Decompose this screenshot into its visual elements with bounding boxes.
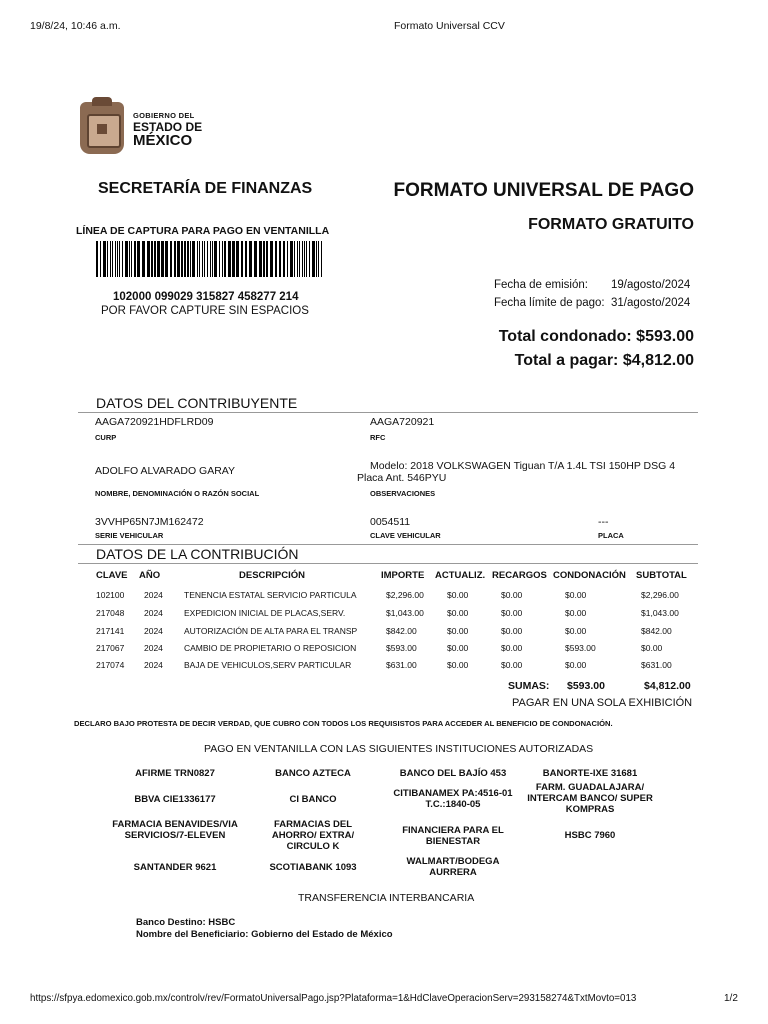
cell-subtotal: $2,296.00 <box>641 590 679 600</box>
cell-descripcion: CAMBIO DE PROPIETARIO O REPOSICION <box>184 643 357 653</box>
institution-item: BANCO DEL BAJÍO 453 <box>399 768 507 779</box>
secretaria-title: SECRETARÍA DE FINANZAS <box>98 180 313 197</box>
column-header: CLAVE <box>96 570 128 581</box>
total-condonado: Total condonado: $593.00 <box>498 328 694 345</box>
cell-clave: 102100 <box>96 590 125 600</box>
clave-vehicular-value: 0054511 <box>370 516 411 528</box>
barcode <box>96 241 322 277</box>
declaracion: DECLARO BAJO PROTESTA DE DECIR VERDAD, QUE CUBRO CON TODOS LOS REQUISISTOS PARA ACCEDER AL BENEFICIO DE CONDONACIÓN. <box>74 719 613 728</box>
institution-item: BANORTE-IXE 31681 <box>542 768 638 779</box>
cell-descripcion: TENENCIA ESTATAL SERVICIO PARTICULA <box>184 590 357 600</box>
cell-descripcion: BAJA DE VEHICULOS,SERV PARTICULAR <box>184 660 352 670</box>
cell-condonacion: $0.00 <box>565 608 587 618</box>
linea-captura-title: LÍNEA DE CAPTURA PARA PAGO EN VENTANILLA <box>76 225 330 237</box>
cell-anio: 2024 <box>144 626 163 636</box>
cell-subtotal: $1,043.00 <box>641 608 679 618</box>
column-header: DESCRIPCIÓN <box>239 570 305 581</box>
observaciones-line-2: Placa Ant. 546PYU <box>357 472 447 484</box>
serie-label: SERIE VEHICULAR <box>95 531 164 540</box>
cell-importe: $2,296.00 <box>386 590 424 600</box>
institution-item: BBVA CIE1336177 <box>134 794 216 805</box>
cell-condonacion: $0.00 <box>565 590 587 600</box>
curp-label: CURP <box>95 433 117 442</box>
cell-clave: 217074 <box>96 660 125 670</box>
fecha-emision-label: Fecha de emisión: <box>494 279 588 291</box>
logo-line-2: ESTADO DE <box>133 120 203 134</box>
column-header: ACTUALIZ. <box>435 570 486 581</box>
section-divider <box>78 412 698 413</box>
cell-recargos: $0.00 <box>501 590 523 600</box>
contribucion-section-title: DATOS DE LA CONTRIBUCIÓN <box>96 546 299 562</box>
linea-captura-hint: POR FAVOR CAPTURE SIN ESPACIOS <box>101 305 309 317</box>
cell-condonacion: $0.00 <box>565 660 587 670</box>
cell-importe: $593.00 <box>386 643 417 653</box>
institution-item: FARMACIAS DEL AHORRO/ EXTRA/ CIRCULO K <box>271 819 355 852</box>
cell-anio: 2024 <box>144 590 163 600</box>
cell-anio: 2024 <box>144 643 163 653</box>
cell-recargos: $0.00 <box>501 626 523 636</box>
cell-clave: 217067 <box>96 643 125 653</box>
sumas-condonacion: $593.00 <box>567 680 605 692</box>
exhibicion-note: PAGAR EN UNA SOLA EXHIBICIÓN <box>512 697 693 709</box>
section-divider <box>78 563 698 564</box>
beneficiario: Nombre del Beneficiario: Gobierno del Estado de México <box>136 929 393 940</box>
coat-of-arms-icon <box>80 102 124 154</box>
curp-value: AAGA720921HDFLRD09 <box>95 416 214 428</box>
transferencia-title: TRANSFERENCIA INTERBANCARIA <box>298 892 475 904</box>
instituciones-title: PAGO EN VENTANILLA CON LAS SIGUIENTES INSTITUCIONES AUTORIZADAS <box>204 743 594 755</box>
print-url: https://sfpya.edomexico.gob.mx/controlv/rev/FormatoUniversalPago.jsp?Plataforma=1&HdClaveOperacionServ=293158274&TxtMovto=013 <box>30 993 637 1004</box>
cell-importe: $1,043.00 <box>386 608 424 618</box>
institution-item: FARMACIA BENAVIDES/VIA SERVICIOS/7-ELEVEN <box>112 819 238 841</box>
cell-importe: $842.00 <box>386 626 417 636</box>
logo-line-3: MÉXICO <box>133 132 193 149</box>
institution-item: WALMART/BODEGA AURRERA <box>406 856 500 878</box>
fecha-limite-label: Fecha límite de pago: <box>494 297 605 309</box>
nombre-value: ADOLFO ALVARADO GARAY <box>95 465 236 477</box>
contribuyente-section-title: DATOS DEL CONTRIBUYENTE <box>96 395 298 411</box>
cell-actualiz: $0.00 <box>447 660 469 670</box>
column-header: SUBTOTAL <box>636 570 687 581</box>
clave-vehicular-label: CLAVE VEHICULAR <box>370 531 441 540</box>
cell-descripcion: EXPEDICION INICIAL DE PLACAS,SERV. <box>184 608 346 618</box>
cell-recargos: $0.00 <box>501 660 523 670</box>
print-page-number: 1/2 <box>724 993 738 1004</box>
column-header: AÑO <box>139 570 161 581</box>
observaciones-label: OBSERVACIONES <box>370 489 436 498</box>
cell-subtotal: $631.00 <box>641 660 672 670</box>
serie-value: 3VVHP65N7JM162472 <box>95 516 204 528</box>
rfc-value: AAGA720921 <box>370 416 435 428</box>
institution-item: HSBC 7960 <box>564 830 616 841</box>
column-header: CONDONACIÓN <box>553 570 626 581</box>
placa-value: --- <box>598 516 609 528</box>
logo-line-1: GOBIERNO DEL <box>133 111 195 120</box>
sumas-subtotal: $4,812.00 <box>644 680 691 692</box>
institution-item: FARM. GUADALAJARA/ INTERCAM BANCO/ SUPER KOMPRAS <box>527 782 653 815</box>
column-header: RECARGOS <box>492 570 547 581</box>
cell-actualiz: $0.00 <box>447 626 469 636</box>
institution-item: AFIRME TRN0827 <box>135 768 215 779</box>
cell-anio: 2024 <box>144 660 163 670</box>
cell-anio: 2024 <box>144 608 163 618</box>
observaciones-line-1: Modelo: 2018 VOLKSWAGEN Tiguan T/A 1.4L TSI 150HP DSG 4 <box>370 460 676 472</box>
fecha-emision: 19/agosto/2024 <box>611 279 691 291</box>
nombre-label: NOMBRE, DENOMINACIÓN O RAZÓN SOCIAL <box>95 489 260 498</box>
linea-captura-number: 102000 099029 315827 458277 214 <box>113 291 299 303</box>
placa-label: PLACA <box>598 531 624 540</box>
cell-recargos: $0.00 <box>501 608 523 618</box>
cell-actualiz: $0.00 <box>447 590 469 600</box>
cell-recargos: $0.00 <box>501 643 523 653</box>
cell-condonacion: $0.00 <box>565 626 587 636</box>
fecha-limite: 31/agosto/2024 <box>611 297 691 309</box>
institution-item: CITIBANAMEX PA:4516-01 T.C.:1840-05 <box>393 788 513 810</box>
banco-destino: Banco Destino: HSBC <box>136 917 236 928</box>
sumas-label: SUMAS: <box>508 680 550 692</box>
rfc-label: RFC <box>370 433 386 442</box>
cell-condonacion: $593.00 <box>565 643 596 653</box>
cell-actualiz: $0.00 <box>447 608 469 618</box>
institution-item: FINANCIERA PARA EL BIENESTAR <box>402 825 504 847</box>
cell-clave: 217141 <box>96 626 125 636</box>
cell-subtotal: $0.00 <box>641 643 663 653</box>
cell-actualiz: $0.00 <box>447 643 469 653</box>
formato-gratuito: FORMATO GRATUITO <box>528 216 694 233</box>
cell-clave: 217048 <box>96 608 125 618</box>
formato-title: FORMATO UNIVERSAL DE PAGO <box>393 180 694 201</box>
institution-item: BANCO AZTECA <box>275 768 351 779</box>
institution-item: CI BANCO <box>289 794 337 805</box>
cell-importe: $631.00 <box>386 660 417 670</box>
print-title: Formato Universal CCV <box>394 20 505 32</box>
column-header: IMPORTE <box>381 570 425 581</box>
cell-subtotal: $842.00 <box>641 626 672 636</box>
section-divider <box>78 544 698 545</box>
institution-item: SCOTIABANK 1093 <box>269 862 357 873</box>
institution-item: SANTANDER 9621 <box>133 862 217 873</box>
total-a-pagar: Total a pagar: $4,812.00 <box>514 352 694 369</box>
cell-descripcion: AUTORIZACIÓN DE ALTA PARA EL TRANSP <box>184 626 358 636</box>
print-datetime: 19/8/24, 10:46 a.m. <box>30 20 121 32</box>
